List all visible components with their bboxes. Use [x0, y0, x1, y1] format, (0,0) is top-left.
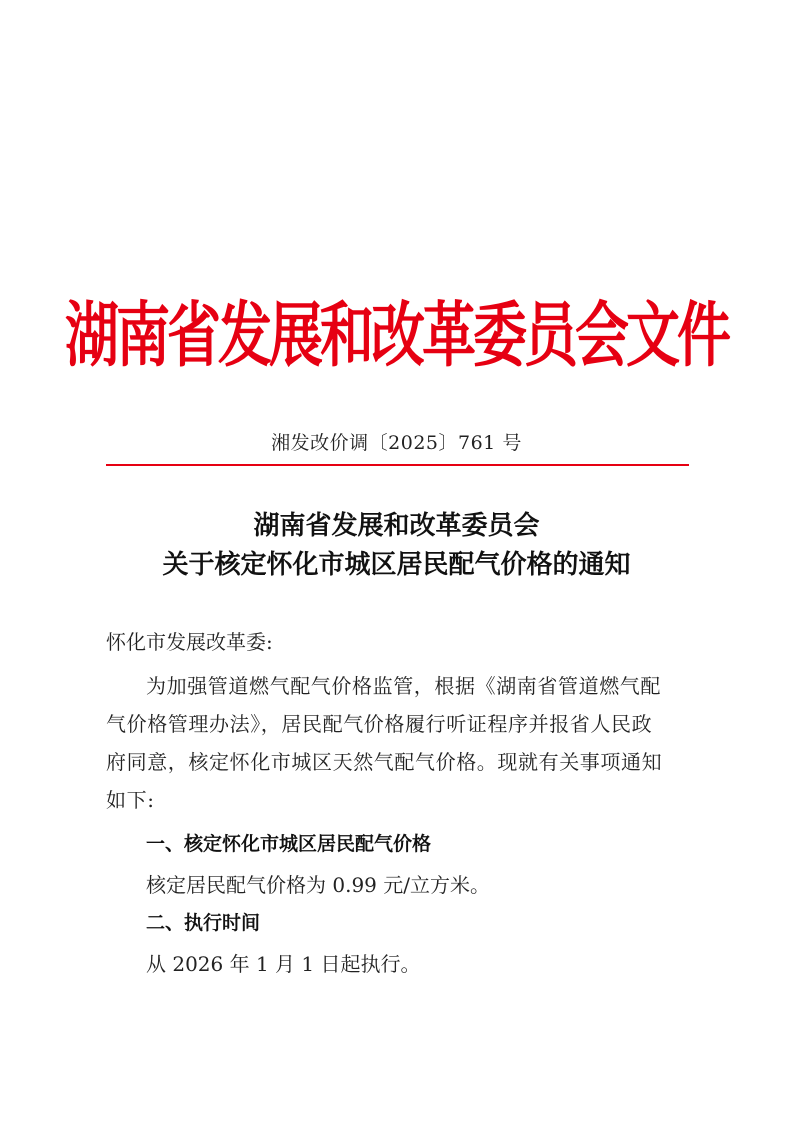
intro-line-3: 府同意，核定怀化市城区天然气配气价格。现就有关事项通知: [106, 750, 663, 774]
red-divider-line: [106, 464, 689, 466]
section-1-text: 核定居民配气价格为 0.99 元/立方米。: [146, 873, 490, 897]
section-2-text: 从 2026 年 1 月 1 日起执行。: [146, 952, 421, 976]
issuer-header: 湖南省发展和改革委员会文件: [65, 293, 728, 377]
section-1-heading: 一、核定怀化市城区居民配气价格: [146, 833, 432, 855]
document-title-line-1: 湖南省发展和改革委员会: [253, 511, 540, 541]
salutation: 怀化市发展改革委:: [106, 630, 273, 654]
document-title-line-2: 关于核定怀化市城区居民配气价格的通知: [162, 550, 631, 580]
intro-line-4: 如下:: [106, 788, 155, 812]
intro-line-2: 气价格管理办法》，居民配气价格履行听证程序并报省人民政: [106, 712, 653, 736]
section-2-heading: 二、执行时间: [146, 912, 261, 934]
document-number: 湘发改价调〔2025〕761 号: [271, 432, 522, 454]
intro-line-1: 为加强管道燃气配气价格监管，根据《湖南省管道燃气配: [146, 674, 661, 698]
